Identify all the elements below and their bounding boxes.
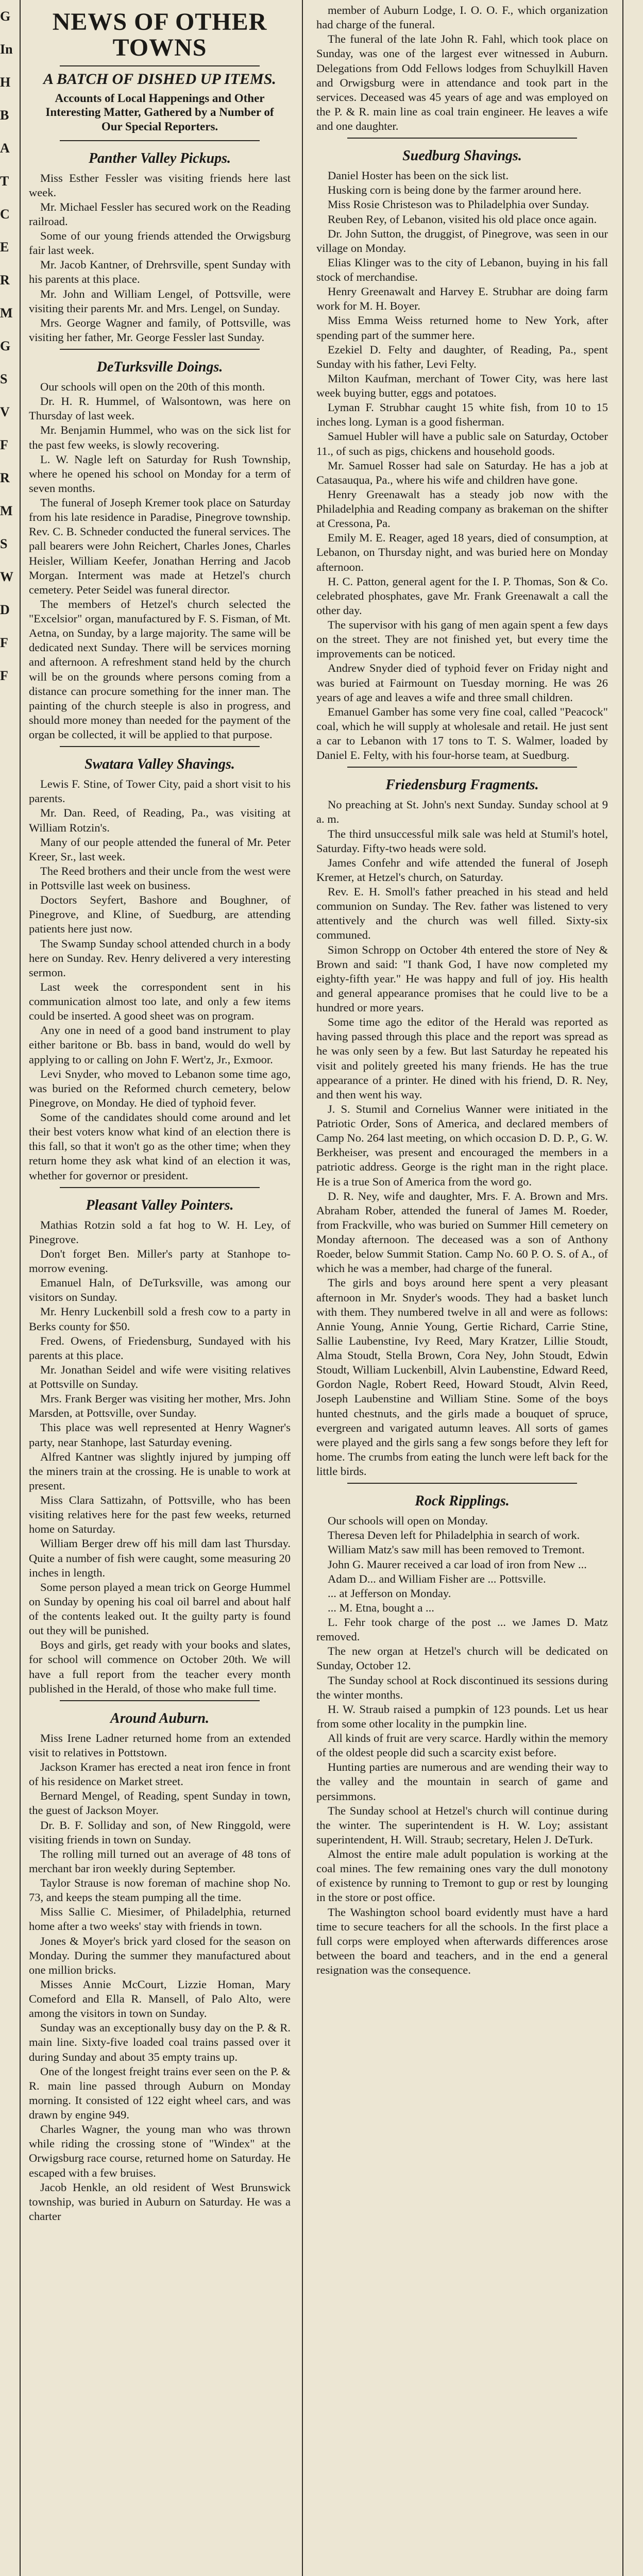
section-divider: [60, 349, 260, 350]
news-item: Rev. E. H. Smoll's father preached in his stead and held communion on Sunday. The Rev. father was listened to very attentively and the church was well filled. Sixty-six communed.: [316, 885, 608, 942]
news-item: Some of our young friends attended the Orwigsburg fair last week.: [29, 229, 291, 257]
news-item: Our schools will open on the 20th of this month.: [40, 380, 265, 394]
news-item: Elias Klinger was to the city of Lebanon, buying in his fall stock of merchandise.: [316, 256, 608, 283]
section-divider: [60, 1700, 260, 1701]
edge-letter: S: [0, 536, 8, 551]
edge-letter: R: [0, 273, 10, 287]
right-column: [307, 0, 616, 2576]
news-item: The Washington school board evidently must have a hard time to secure teachers for all the schools. In the first place a full corps were employed when afterwards differences arose between the board and teachers, and in the end a general resignation was the consequence.: [316, 1905, 608, 1976]
edge-letter: F: [0, 437, 8, 452]
left-column: [21, 0, 299, 2576]
edge-letter: M: [0, 306, 13, 320]
edge-letter: C: [0, 207, 10, 222]
edge-letter: E: [0, 240, 9, 255]
news-item: William Berger drew off his mill dam last Thursday. Quite a number of fish were caught, some measuring 20 inches in length.: [29, 1537, 291, 1579]
news-item: L. W. Nagle left on Saturday for Rush Township, where he opened his school on Monday for a term of seven months.: [29, 452, 291, 495]
news-item: The Reed brothers and their uncle from the west were in Pottsville last week on business.: [29, 864, 291, 892]
edge-letter: W: [0, 569, 13, 584]
news-item: Charles Wagner, the young man who was thrown while riding the crossing stone of "Windex" at the Orwigsburg race course, returned home on Saturday. He escaped with a few bruises.: [29, 2123, 291, 2179]
news-item: Theresa Deven left for Philadelphia in search of work.: [328, 1529, 580, 1542]
section-title: Swatara Valley Shavings.: [84, 756, 235, 773]
news-item: Mr. Samuel Rosser had sale on Saturday. He has a job at Catasauqua, Pa., where his wife and children have gone.: [316, 459, 608, 486]
section-divider: [60, 746, 260, 747]
news-item: Don't forget Ben. Miller's party at Stanhope to-morrow evening.: [29, 1247, 291, 1275]
news-item: Fred. Owens, of Friedensburg, Sundayed with his parents at this place.: [29, 1334, 291, 1362]
section-title: Pleasant Valley Pointers.: [86, 1197, 234, 1213]
section-title: Suedburg Shavings.: [402, 148, 522, 164]
news-item: Miss Irene Ladner returned home from an extended visit to relatives in Pottstown.: [29, 1731, 291, 1759]
news-item: ... at Jefferson on Monday.: [328, 1586, 451, 1600]
news-item: The supervisor with his gang of men again spent a few days on the street. They are not finished yet, but every time the improvements can be noticed.: [316, 618, 608, 660]
news-item: Almost the entire male adult population is working at the coal mines. The few remaining ones vary the dull monotony of existence by running to Tremont to gup or rest by lounging in the store or post office.: [316, 1848, 608, 1904]
news-item: The funeral of the late John R. Fahl, which took place on Sunday, was one of the largest ever witnessed in Auburn. Delegations from Odd Fellows lodges from Schuylkill Haven and Orwigsburg were in attendance and took part in the services. Deceased was 45 years of age and was employed on the P. & R. main line as coal train engineer. He leaves a wife and one daughter.: [316, 32, 608, 132]
edge-letter: T: [0, 174, 9, 189]
section-divider: [347, 767, 577, 768]
news-item: Miss Sallie C. Miesimer, of Philadelphia, returned home after a two weeks' stay with friends in town.: [29, 1905, 291, 1933]
news-item: Samuel Hubler will have a public sale on Saturday, October 11., of such as pigs, chickens and household goods.: [316, 430, 608, 457]
news-item: Henry Greenawalt has a steady job now with the Philadelphia and Reading company as brakeman on the shifter at Cressona, Pa.: [316, 487, 608, 530]
news-item: Adam D... and William Fisher are ... Pottsville.: [328, 1572, 546, 1585]
news-item: Any one in need of a good band instrument to play either baritone or Bb. bass in band, would do well by applying to or calling on John F. Wert'z, Jr., Exmoor.: [29, 1024, 291, 1066]
news-item: Hunting parties are numerous and are wending their way to the valley and the mountain in search of game and persimmons.: [316, 1760, 608, 1803]
left-sections: [29, 150, 291, 2224]
news-item: Many of our people attended the funeral of Mr. Peter Kreer, Sr., last week.: [29, 835, 291, 863]
news-item: Sunday was an exceptionally busy day on the P. & R. main line. Sixty-five loaded coal trains passed over it during Sunday and about 35 empty trains up.: [29, 2021, 291, 2063]
news-item: Miss Esther Fessler was visiting friends here last week.: [29, 171, 291, 199]
news-item: The Sunday school at Rock discontinued its sessions during the winter months.: [316, 1673, 608, 1701]
news-item: John G. Maurer received a car load of iron from New ...: [328, 1557, 587, 1571]
news-item: Some time ago the editor of the Herald was reported as having passed through this place and the report was spread as he was only seen by a few. But last Saturday he repeated his visit and politely greeted his many friends. He has the true appearance of a printer. He dined with his friend, D. R. Ney, and then went his way.: [316, 1015, 608, 1101]
news-item: Reuben Rey, of Lebanon, visited his old place once again.: [328, 212, 597, 226]
news-item: The rolling mill turned out an average of 48 tons of merchant bar iron weekly during September.: [29, 1847, 291, 1875]
edge-letter: G: [0, 9, 11, 24]
masthead: NEWS OF OTHER TOWNS: [52, 8, 267, 62]
news-item: Ezekiel D. Felty and daughter, of Reading, Pa., spent Sunday with his father, Levi Felty.: [316, 343, 608, 370]
section-title: Panther Valley Pickups.: [88, 150, 231, 166]
news-item: Taylor Strause is now foreman of machine shop No. 73, and keeps the steam pumping all the time.: [29, 1876, 291, 1904]
news-item: Miss Rosie Christeson was to Philadelphia over Sunday.: [328, 198, 589, 211]
news-item: Daniel Hoster has been on the sick list.: [328, 169, 509, 182]
section-divider: [60, 1187, 260, 1188]
edge-letter: H: [0, 75, 11, 90]
news-item: Some of the candidates should come around and let their best voters know what kind of an election there is this fall, so that it won't go as the other time; when they return home they ask what kind of an election it was, whether for governor or president.: [29, 1111, 291, 1182]
news-item: This place was well represented at Henry Wagner's party, near Stanhope, last Saturday evening.: [29, 1421, 291, 1449]
edge-letter: In: [0, 42, 13, 57]
news-item: Levi Snyder, who moved to Lebanon some time ago, was buried on the Reformed church cemetery, below Pinegrove, on Monday. He died of typhoid fever.: [29, 1067, 291, 1109]
column-rule-right: [622, 0, 623, 2576]
edge-letter: R: [0, 470, 10, 485]
news-item: Milton Kaufman, merchant of Tower City, was here last week buying butter, eggs and potatoes.: [316, 371, 608, 399]
news-item: The girls and boys around here spent a very pleasant afternoon in Mr. Snyder's woods. They had a basket lunch with them. They numbered twelve in all and were as follows: Annie Young, Annie Young, Gertie Richard, Carrie Stine, Sallie Laubenstine, Ivy Reed, Mary Kratzer, Lillie Stoudt, Alma Stoudt, Stella Brown, Cora Ney, John Stoudt, Edwin Stoudt, William Luckenbill, Alvin Laubenstine, Edward Reed, Gordon Nagle, Robert Reed, Howard Stoudt, Alvin Reed, Joseph Laubenstine and William Stine. Some of the boys hunted chestnuts, and the girls made a bouquet of spruce, evergreen and varigated autumn leaves. All sorts of games were played and the girls sang a few songs before they left for home. The crumbs from eating the lunch were left back for the little birds.: [316, 1276, 608, 1478]
section-title: Friedensburg Fragments.: [385, 777, 539, 793]
edge-letter: V: [0, 404, 10, 419]
edge-letter: B: [0, 108, 9, 123]
news-item: All kinds of fruit are very scarce. Hardly within the memory of the oldest people did such a scarcity exist before.: [316, 1732, 608, 1759]
news-item: Dr. John Sutton, the druggist, of Pinegrove, was seen in our village on Monday.: [316, 227, 608, 255]
news-item: Miss Clara Sattizahn, of Pottsville, who has been visiting relatives here for the past few weeks, returned home on Saturday.: [29, 1494, 291, 1536]
news-item: Jones & Moyer's brick yard closed for the season on Monday. During the summer they manufactured about one million bricks.: [29, 1934, 291, 1976]
edge-letter: G: [0, 338, 11, 353]
news-item: J. S. Stumil and Cornelius Wanner were initiated in the Patriotic Order, Sons of America, and declared members of Camp No. 264 last meeting, on which occasion D. D. P., G. W. Berkheiser, was present and encouraged the members in a patriotic address. George is the right man in the right place. He is a true Son of America from the word go.: [316, 1102, 608, 1188]
masthead-rule: [60, 65, 260, 66]
news-item: Andrew Snyder died of typhoid fever on Friday night and was buried at Fairmount on Tuesday morning. He was 26 years of age and leaves a wife and three small children.: [316, 662, 608, 704]
news-item: Emanuel Haln, of DeTurksville, was among our visitors on Sunday.: [29, 1276, 291, 1304]
news-item: William Matz's saw mill has been removed to Tremont.: [328, 1543, 585, 1556]
news-item: The Swamp Sunday school attended church in a body here on Sunday. Rev. Henry delivered a very interesting sermon.: [29, 937, 291, 979]
column-rule-center: [302, 0, 303, 2576]
news-item: Mathias Rotzin sold a fat hog to W. H. Ley, of Pinegrove.: [29, 1218, 291, 1246]
news-item: ... M. Etna, bought a ...: [328, 1601, 434, 1614]
news-item: Lyman F. Strubhar caught 15 white fish, from 10 to 15 inches long. Lyman is a good fisherman.: [316, 401, 608, 429]
news-item: Our schools will open on Monday.: [328, 1514, 488, 1528]
news-item: member of Auburn Lodge, I. O. O. F., which organization had charge of the funeral.: [316, 4, 608, 31]
news-item: Mr. Jacob Kantner, of Drehrsville, spent Sunday with his parents at this place.: [29, 258, 291, 286]
news-item: Dr. H. R. Hummel, of Walsontown, was here on Thursday of last week.: [29, 395, 291, 422]
news-item: Dr. B. F. Solliday and son, of New Ringgold, were visiting friends in town on Sunday.: [29, 1818, 291, 1846]
news-item: Miss Emma Weiss returned home to New York, after spending part of the summer here.: [316, 314, 608, 342]
news-item: Mr. Henry Luckenbill sold a fresh cow to a party in Berks county for $50.: [29, 1305, 291, 1333]
subhead: A BATCH OF DISHED UP ITEMS.: [43, 70, 276, 88]
news-item: H. C. Patton, general agent for the I. P. Thomas, Son & Co. celebrated phosphates, gave Mr. Frank Greenawalt a call the other day.: [316, 574, 608, 617]
left-edge-column-fragment: [0, 0, 21, 2576]
news-item: Henry Greenawalt and Harvey E. Strubhar are doing farm work for M. H. Boyer.: [316, 285, 608, 313]
edge-letter: S: [0, 371, 8, 386]
news-item: L. Fehr took charge of the post ... we James D. Matz removed.: [316, 1616, 608, 1643]
news-item: Some person played a mean trick on George Hummel on Sunday by opening his coal oil barrel and about half of the contents leaked out. It the guilty party is found out they will be punished.: [29, 1580, 291, 1637]
deck: Accounts of Local Happenings and Other Interesting Matter, Gathered by a Number of Our Special Reporters.: [45, 91, 274, 133]
news-item: Mr. Jonathan Seidel and wife were visiting relatives at Pottsville on Sunday.: [29, 1363, 291, 1391]
news-item: Husking corn is being done by the farmer around here.: [328, 183, 582, 197]
news-item: Last week the correspondent sent in his communication almost too late, and only a few items could be inserted. A good sheet was on program.: [29, 980, 291, 1023]
news-item: The funeral of Joseph Kremer took place on Saturday from his late residence in Paradise, Pinegrove township. Rev. C. B. Schneder conducted the funeral services. The pall bearers were John Reichert, Charles Jones, Charles Heisler, William Keefer, Jonathan Herring and Jacob Morgan. Interment was made at Hetzel's church cemetery. Peter Seidel was funeral director.: [29, 496, 291, 596]
news-item: Misses Annie McCourt, Lizzie Homan, Mary Comeford and Ella R. Mansell, of Palo Alto, were among the visitors in town on Sunday.: [29, 1977, 291, 2020]
news-item: The Sunday school at Hetzel's church will continue during the winter. The superintendent is H. W. Loy; assistant superintendent, H. Will. Straub; secretary, Helen J. DeTurk.: [316, 1804, 608, 1846]
news-item: Emily M. E. Reager, aged 18 years, died of consumption, at Lebanon, on Thursday night, and was buried here on Monday afternoon.: [316, 531, 608, 573]
news-item: Bernard Mengel, of Reading, spent Sunday in town, the guest of Jackson Moyer.: [29, 1789, 291, 1817]
news-item: Simon Schropp on October 4th entered the store of Ney & Brown and said: "I thank God, I have now completed my eighty-fifth year." He was happy and full of joy. His health and general appearance promises that he could live to be a hundred or more years.: [316, 943, 608, 1014]
section-title: Rock Ripplings.: [415, 1493, 510, 1510]
news-item: Lewis F. Stine, of Tower City, paid a short visit to his parents.: [29, 777, 291, 805]
news-item: D. R. Ney, wife and daughter, Mrs. F. A. Brown and Mrs. Abraham Rober, attended the funeral of James M. Roeder, from Frackville, who was buried on Summer Hill cemetery on Monday afternoon. The deceased was a son of Anthony Roeder, below Summit Station. Camp No. 60 P. O. S. of A., of which he was a member, had charge of the funeral.: [316, 1189, 608, 1275]
news-item: The members of Hetzel's church selected the "Excelsior" organ, manufactured by F. S. Fisman, of Mt. Aetna, on Sunday, by a large majority. The same will be dedicated next Sunday. There will be services morning and afternoon. A refreshment stand held by the church will be on the grounds where persons coming from a distance can procure something for the inner man. The painting of the church steeple is also in progress, and should more money than needed for the payment of the organ be collected, it will be applied to that purpose.: [29, 597, 291, 741]
section-divider: [347, 138, 577, 139]
news-item: Emanuel Gamber has some very fine coal, called "Peacock" coal, which he will supply at wholesale and retail. He just sent a car to Lebanon with 17 tons to T. S. Walmer, loaded by Daniel E. Felty, with his four-horse team, at Suedburg.: [316, 705, 608, 762]
right-sections: [316, 3, 608, 1977]
edge-letter: M: [0, 503, 13, 518]
news-item: The new organ at Hetzel's church will be dedicated on Sunday, October 12.: [316, 1645, 608, 1672]
edge-letter: A: [0, 141, 10, 156]
edge-letter: F: [0, 668, 8, 683]
news-item: Mr. Benjamin Hummel, who was on the sick list for the past few weeks, is slowly recovering.: [29, 423, 291, 451]
news-item: One of the longest freight trains ever seen on the P. & R. main line passed through Auburn on Monday morning. It consisted of 122 eight wheel cars, and was drawn by engine 949.: [29, 2064, 291, 2122]
news-item: Jackson Kramer has erected a neat iron fence in front of his residence on Market street.: [29, 1760, 291, 1788]
news-item: Mr. Michael Fessler has secured work on the Reading railroad.: [29, 200, 291, 228]
section-title: Around Auburn.: [110, 1710, 209, 1726]
section-divider: [347, 1483, 577, 1484]
edge-letter: D: [0, 602, 10, 617]
news-item: Mr. Dan. Reed, of Reading, Pa., was visiting at William Rotzin's.: [29, 806, 291, 834]
deck-rule: [60, 140, 260, 141]
news-item: Alfred Kantner was slightly injured by jumping off the miners train at the crossing. He is unable to work at present.: [29, 1450, 291, 1492]
news-item: Boys and girls, get ready with your books and slates, for school will commence on October 20th. We will have a full report from the teacher every month published in the Herald, of those who make full time.: [29, 1638, 291, 1695]
news-item: No preaching at St. John's next Sunday. Sunday school at 9 a. m.: [316, 798, 608, 826]
news-item: Mrs. Frank Berger was visiting her mother, Mrs. John Marsden, at Pottsville, over Sunday.: [29, 1392, 291, 1420]
right-edge-column-fragment: [624, 0, 643, 2576]
news-item: H. W. Straub raised a pumpkin of 123 pounds. Let us hear from some other locality in the pumpkin line.: [316, 1702, 608, 1730]
news-item: Mrs. George Wagner and family, of Pottsville, was visiting her father, Mr. George Fessler last Sunday.: [29, 316, 291, 344]
edge-letter: F: [0, 635, 8, 650]
news-item: Doctors Seyfert, Bashore and Boughner, of Pinegrove, and Kline, of Suedburg, are attending patients here just now.: [29, 893, 291, 936]
news-item: Jacob Henkle, an old resident of West Brunswick township, was buried in Auburn on Saturday. He was a charter: [29, 2180, 291, 2223]
news-item: James Confehr and wife attended the funeral of Joseph Kremer, at Hetzel's church, on Saturday.: [316, 856, 608, 884]
section-title: DeTurksville Doings.: [96, 359, 223, 376]
news-item: Mr. John and William Lengel, of Pottsville, were visiting their parents Mr. and Mrs. Lengel, on Sunday.: [29, 287, 291, 315]
news-item: The third unsuccessful milk sale was held at Stumil's hotel, Saturday. Fifty-two heads were sold.: [316, 827, 608, 855]
